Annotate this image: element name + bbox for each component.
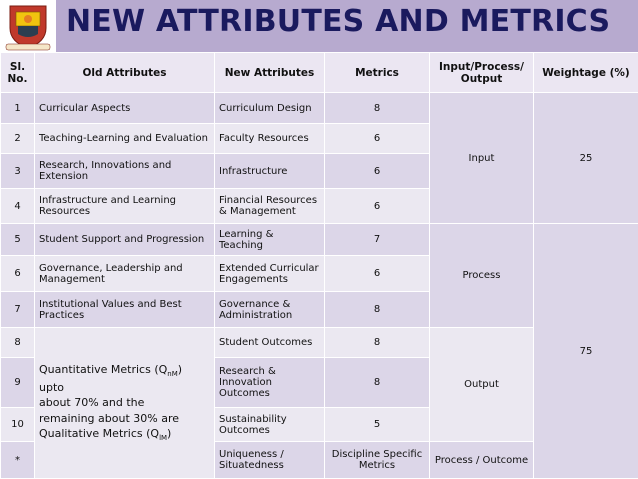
group-input-cell: Input [430, 93, 534, 224]
old-attribute-cell: Infrastructure and Learning Resources [35, 189, 215, 224]
page-title: NEW ATTRIBUTES AND METRICS [66, 4, 610, 39]
new-attribute-cell: Governance & Administration [215, 292, 325, 328]
new-attribute-cell: Faculty Resources [215, 124, 325, 154]
new-attribute-cell: Financial Resources & Management [215, 189, 325, 224]
old-attribute-cell: Student Support and Progression [35, 224, 215, 256]
metrics-cell: 7 [325, 224, 430, 256]
metrics-cell: 5 [325, 408, 430, 442]
sl-no-cell: 3 [1, 154, 35, 189]
old-attribute-cell: Teaching-Learning and Evaluation [35, 124, 215, 154]
new-attribute-cell: Infrastructure [215, 154, 325, 189]
metrics-cell: 8 [325, 358, 430, 408]
metrics-cell: 6 [325, 124, 430, 154]
sl-no-cell: 2 [1, 124, 35, 154]
college-crest-logo [0, 0, 56, 52]
group-process-cell: Process [430, 224, 534, 328]
old-attribute-cell: Curricular Aspects [35, 93, 215, 124]
quantitative-metrics-note: Quantitative Metrics $(Q_{nM})$ upto about 70% and the remaining about 30% are Qualitative Metrics $(Q_{lM})$ [35, 328, 215, 479]
new-attribute-cell: Learning & Teaching [215, 224, 325, 256]
table-header-row [1, 53, 638, 93]
table-row [1, 224, 638, 256]
header-metrics: Metrics [325, 53, 430, 93]
metrics-cell: 8 [325, 292, 430, 328]
weightage-input-cell: 25 [534, 93, 638, 224]
old-attribute-cell: Research, Innovations and Extension [35, 154, 215, 189]
sl-no-cell: * [1, 442, 35, 479]
header-old-attributes: Old Attributes [35, 53, 215, 93]
table-row [1, 93, 638, 124]
metrics-cell: 8 [325, 93, 430, 124]
sl-no-cell: 6 [1, 256, 35, 292]
sl-no-cell: 5 [1, 224, 35, 256]
group-process-outcome-cell: Process / Outcome [430, 442, 534, 479]
sl-no-cell: 8 [1, 328, 35, 358]
sl-no-cell: 9 [1, 358, 35, 408]
old-attribute-cell: Governance, Leadership and Management [35, 256, 215, 292]
new-attribute-cell: Student Outcomes [215, 328, 325, 358]
weightage-rest-cell: 75 [534, 224, 638, 479]
new-attribute-cell: Sustainability Outcomes [215, 408, 325, 442]
metrics-cell: 6 [325, 189, 430, 224]
header-input-process-output: Input/Process/ Output [430, 53, 534, 93]
header-sl-no: Sl. No. [1, 53, 35, 93]
new-attribute-cell: Curriculum Design [215, 93, 325, 124]
metrics-cell: 6 [325, 154, 430, 189]
sl-no-cell: 4 [1, 189, 35, 224]
sl-no-cell: 1 [1, 93, 35, 124]
new-attribute-cell: Extended Curricular Engagements [215, 256, 325, 292]
group-output-cell: Output [430, 328, 534, 442]
new-attribute-cell: Uniqueness / Situatedness [215, 442, 325, 479]
metrics-cell: Discipline Specific Metrics [325, 442, 430, 479]
header-new-attributes: New Attributes [215, 53, 325, 93]
slide-header [0, 0, 638, 52]
old-attribute-cell: Institutional Values and Best Practices [35, 292, 215, 328]
header-weightage: Weightage (%) [534, 53, 638, 93]
attributes-table [0, 52, 638, 479]
sl-no-cell: 7 [1, 292, 35, 328]
new-attribute-cell: Research & Innovation Outcomes [215, 358, 325, 408]
metrics-cell: 8 [325, 328, 430, 358]
sl-no-cell: 10 [1, 408, 35, 442]
metrics-cell: 6 [325, 256, 430, 292]
